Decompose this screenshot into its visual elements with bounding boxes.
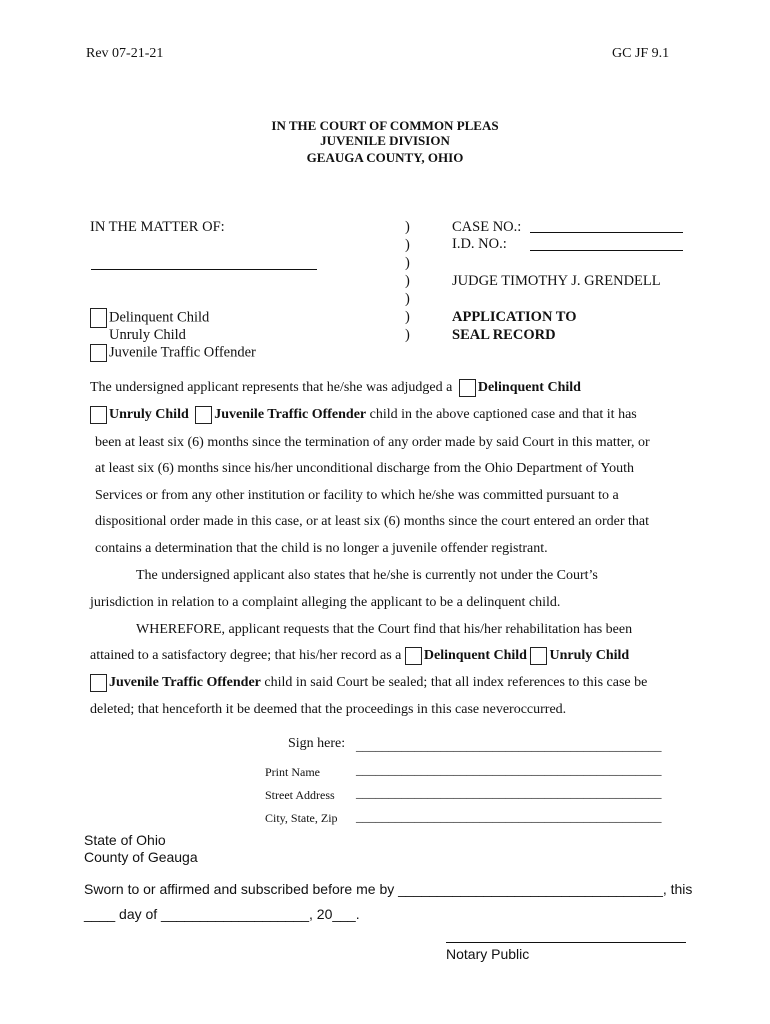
body-p1-line1: The undersigned applicant represents that he/she was adjudged a Delinquent Child [90, 380, 581, 396]
checkbox-jto[interactable] [90, 344, 107, 362]
judge-name: JUDGE TIMOTHY J. GRENDELL [452, 273, 661, 289]
paren: ) [405, 291, 410, 307]
print-name-field[interactable]: _______________________________________________ [356, 762, 662, 777]
caption-option-unruly[interactable]: Unruly Child [109, 327, 186, 343]
matter-label: IN THE MATTER OF: [90, 219, 225, 235]
checkbox-delinquent[interactable] [90, 308, 107, 328]
street-address-field[interactable]: _______________________________________________ [356, 785, 662, 800]
matter-name-field[interactable] [91, 269, 317, 270]
body-p3-line4: deleted; that henceforth it be deemed that the proceedings in this case neveroccurred. [90, 702, 567, 717]
signature-field[interactable]: _______________________________________________ [356, 738, 662, 753]
street-address-label: Street Address [265, 788, 335, 802]
id-no-field[interactable] [530, 250, 683, 251]
checkbox-jto-body[interactable] [195, 406, 212, 424]
paren: ) [405, 273, 410, 289]
body-p3-line3: Juvenile Traffic Offender child in said Court be sealed; that all index references to this case be [90, 674, 647, 692]
court-county: GEAUGA COUNTY, OHIO [306, 150, 464, 165]
application-title-2: SEAL RECORD [452, 327, 556, 343]
body-p2-line1: The undersigned applicant also states that he/she is currently not under the Court’s [136, 568, 598, 583]
print-name-label: Print Name [265, 765, 320, 779]
body-p1-line7: contains a determination that the child is no longer a juvenile offender registrant. [95, 541, 548, 556]
paren: ) [405, 309, 410, 325]
sign-here-label: Sign here: [288, 736, 346, 751]
body-p3-line1: WHEREFORE, applicant requests that the Court find that his/her rehabilitation has been [136, 622, 633, 637]
state-label: State of Ohio [84, 832, 166, 848]
notary-public-label: Notary Public [446, 946, 530, 962]
court-division: JUVENILE DIVISION [320, 133, 450, 148]
checkbox-unruly-wherefore[interactable] [530, 647, 547, 665]
revision-date: Rev 07-21-21 [86, 46, 164, 61]
checkbox-delinquent-body[interactable] [459, 379, 476, 397]
sworn-line-2[interactable]: ____ day of ___________________, 20___. [84, 906, 360, 922]
case-no-label: CASE NO.: [452, 219, 522, 235]
case-no-field[interactable] [530, 232, 683, 233]
form-id: GC JF 9.1 [612, 46, 670, 61]
body-p2-line2: jurisdiction in relation to a complaint alleging the applicant to be a delinquent child. [90, 595, 561, 610]
body-p1-line4: at least six (6) months since his/her unconditional discharge from the Ohio Department of Youth [95, 461, 635, 476]
checkbox-delinquent-wherefore[interactable] [405, 647, 422, 665]
caption-option-delinquent[interactable]: Delinquent Child [90, 308, 209, 328]
sworn-line-1[interactable]: Sworn to or affirmed and subscribed before me by __________________________________, this [84, 881, 693, 897]
city-state-zip-field[interactable]: _______________________________________________ [356, 809, 662, 824]
paren: ) [405, 219, 410, 235]
court-name: IN THE COURT OF COMMON PLEAS [271, 118, 499, 133]
notary-signature-field[interactable] [446, 942, 686, 943]
checkbox-unruly-body[interactable] [90, 406, 107, 424]
body-p1-line6: dispositional order made in this case, or at least six (6) months since the court entered an order that [95, 514, 650, 529]
application-title-1: APPLICATION TO [452, 309, 577, 325]
county-label: County of Geauga [84, 849, 198, 865]
checkbox-jto-wherefore[interactable] [90, 674, 107, 692]
caption-option-jto[interactable]: Juvenile Traffic Offender [90, 344, 256, 362]
paren: ) [405, 237, 410, 253]
body-p1-line2: Unruly Child Juvenile Traffic Offender child in the above captioned case and that it has [90, 406, 637, 424]
city-state-zip-label: City, State, Zip [265, 811, 338, 825]
paren: ) [405, 327, 410, 343]
body-p3-line2: attained to a satisfactory degree; that his/her record as a Delinquent Child Unruly Child [90, 648, 630, 664]
id-no-label: I.D. NO.: [452, 236, 507, 252]
body-p1-line3: been at least six (6) months since the termination of any order made by said Court in this matter, or [95, 435, 650, 450]
paren: ) [405, 255, 410, 271]
body-p1-line5: Services or from any other institution or facility to which he/she was committed pursuant to a [95, 488, 619, 503]
